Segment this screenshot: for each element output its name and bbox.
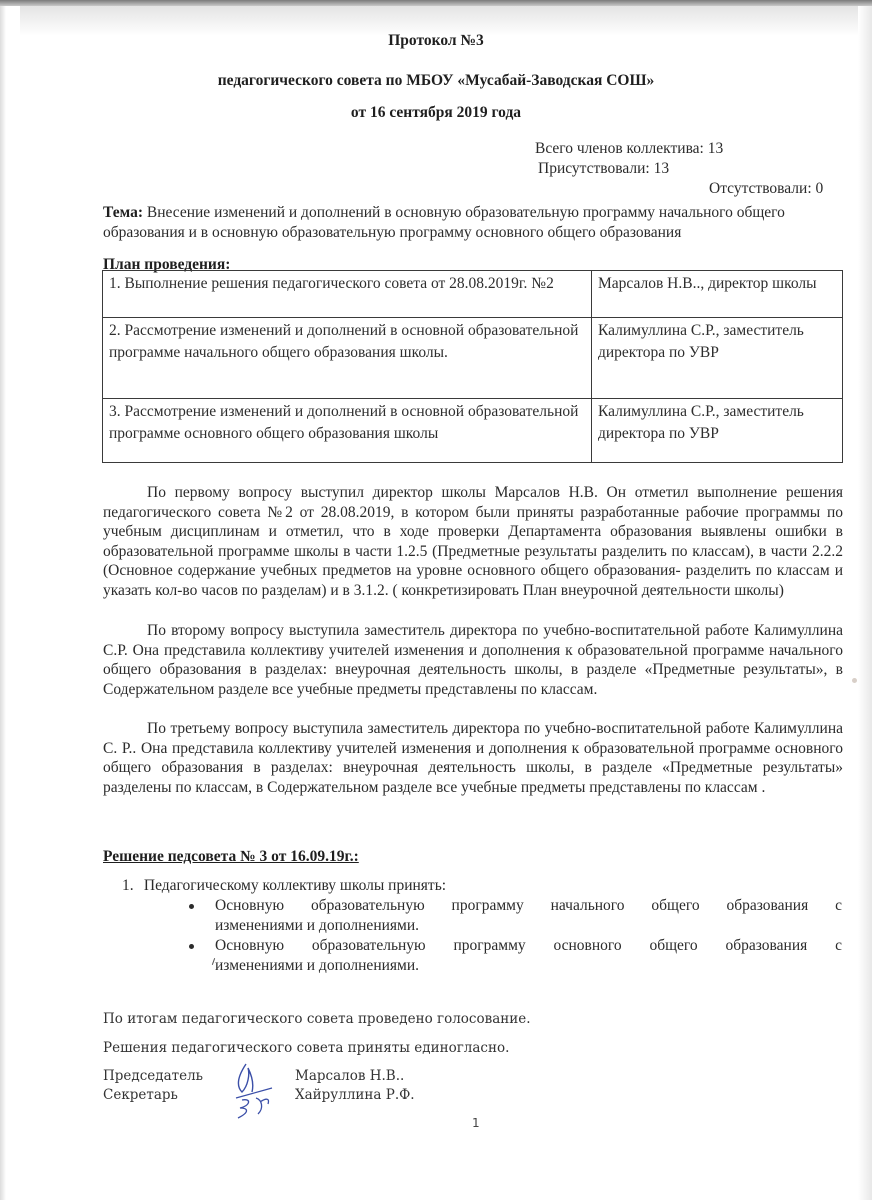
paragraph-second-question: По второму вопросу выступила заместитель директора по учебно-воспитательной работе Калимуллина С.Р. Она представила коллективу учителей изменения и дополнения к образовательной программе начального общего образования в разделах: внеурочная деятельность школы, в разделе «Предметные результаты», в Содержательном разделе все учебные предметы представлены по классам. — [103, 622, 843, 698]
document-title: Протокол №3 — [388, 32, 484, 49]
attendance-present: Присутствовали: 13 — [538, 160, 670, 177]
decision-bullet — [185, 936, 842, 976]
bullet-icon — [189, 944, 194, 949]
plan-item: 3. Рассмотрение изменений и дополнений в основной образовательной программе основного общего образования школы — [103, 399, 592, 463]
handwritten-signature-icon — [228, 1062, 278, 1120]
bullet-line: Основную образовательную программу начального общего образования с — [215, 897, 842, 914]
decision-bullet-list — [185, 896, 842, 976]
plan-responsible: Марсалов Н.В.., директор школы — [592, 271, 843, 318]
scan-artifact — [852, 678, 857, 683]
scan-left-edge — [0, 6, 6, 1200]
chairman-name: Марсалов Н.В.. — [295, 1068, 405, 1084]
secretary-role: Секретарь — [103, 1087, 178, 1103]
attendance-total: Всего членов коллектива: 13 — [535, 140, 724, 157]
plan-row — [103, 399, 843, 463]
decision-item-number: 1. — [122, 877, 134, 894]
plan-row — [103, 271, 843, 318]
bullet-icon — [189, 904, 194, 909]
meeting-topic — [103, 203, 843, 243]
voting-text: По итогам педагогического совета проведено голосование. — [103, 1011, 531, 1027]
voting-result: Решения педагогического совета приняты единогласно. — [103, 1040, 510, 1056]
plan-label: План проведения: — [103, 256, 231, 273]
secretary-name: Хайруллина Р.Ф. — [295, 1087, 415, 1103]
document-subtitle: педагогического совета по МБОУ «Мусабай-Заводская СОШ» — [217, 72, 655, 89]
scan-right-edge — [858, 6, 872, 1200]
chairman-role: Председатель — [103, 1068, 204, 1084]
decision-item — [122, 876, 446, 896]
paragraph-third-question: По третьему вопросу выступила заместитель директора по учебно-воспитательной работе Калимуллина С. Р.. Она представила коллективу учителей изменения и дополнения к образовательной программе основного общего образования в разделах: внеурочная деятельность школы, в разделе «Предметные результаты» разделены по классам, в Содержательном разделе все учебные предметы представлены по классам . — [103, 720, 843, 796]
bullet-line: изменениями и дополнениями. — [215, 957, 420, 974]
attendance-absent: Отсутствовали: 0 — [709, 180, 824, 197]
decision-item-text: Педагогическому коллективу школы принять: — [143, 877, 447, 894]
bullet-line: Основную образовательную программу основного общего образования с — [215, 937, 842, 954]
plan-item: 1. Выполнение решения педагогического совета от 28.08.2019г. №2 — [103, 271, 592, 318]
topic-label: Тема: — [103, 204, 143, 221]
plan-row — [103, 318, 843, 399]
topic-text: Внесение изменений и дополнений в основную образовательную программу начального общего образования и в основную образовательную программу основного общего образования — [103, 204, 785, 241]
plan-responsible: Калимуллина С.Р., заместитель директора по УВР — [592, 318, 843, 399]
page-number: 1 — [472, 1116, 480, 1130]
decision-title: Решение педсовета № 3 от 16.09.19г.: — [103, 848, 359, 865]
decision-bullet — [185, 896, 842, 936]
plan-item: 2. Рассмотрение изменений и дополнений в основной образовательной программе начального общего образования школы. — [103, 318, 592, 399]
plan-table — [102, 270, 843, 463]
plan-responsible: Калимуллина С.Р., заместитель директора по УВР — [592, 399, 843, 463]
bullet-line: изменениями и дополнениями. — [215, 917, 420, 934]
paragraph-first-question: По первому вопросу выступил директор школы Марсалов Н.В. Он отметил выполнение решения педагогического совета №2 от 28.08.2019, в котором были приняты разработанные рабочие программы по учебным дисциплинам и отметил, что в ходе проверки Департамента образования выявлены ошибки в образовательной программе школы в части 1.2.5 (Предметные результаты разделить по классам), в части 2.2.2 (Основное содержание учебных предметов на уровне основного общего образования- разделить по классам и указать кол-во часов по разделам) и в 3.1.2. ( конкретизировать План внеурочной деятельности школы) — [103, 484, 843, 599]
document-date: от 16 сентября 2019 года — [350, 104, 522, 121]
